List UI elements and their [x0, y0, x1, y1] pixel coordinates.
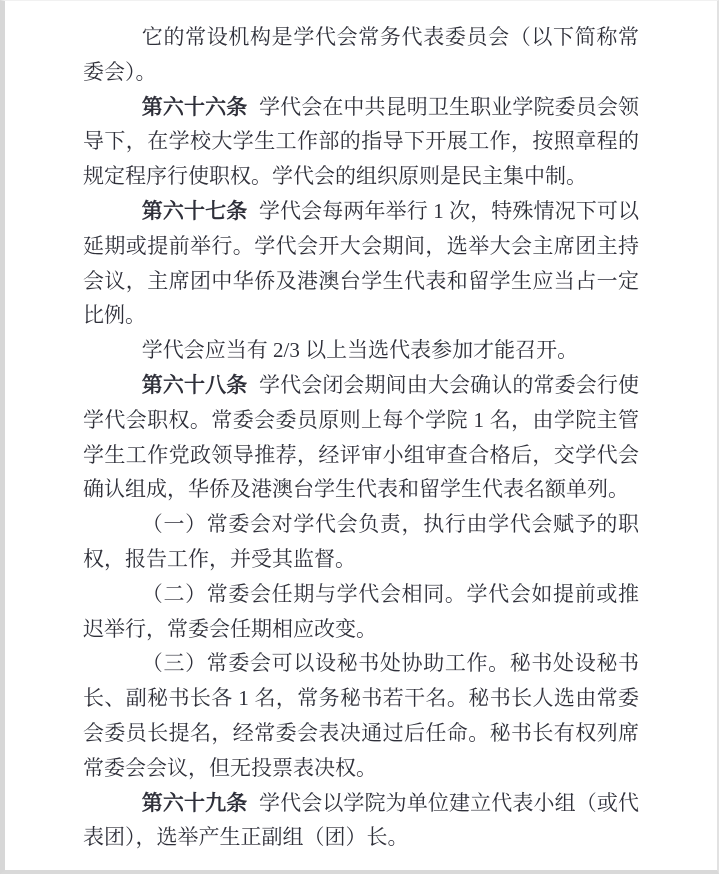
paragraph-text: 学代会每两年举行 1 次，特殊情况下可以延期或提前举行。学代会开大会期间，选举大会主席团主持会议，主席团中华侨及港澳台学生代表和留学生应当占一定比例。: [83, 198, 639, 328]
article-67-label: 第六十七条: [141, 198, 248, 223]
paragraph: [83, 786, 639, 856]
paragraph-text: 学代会应当有 2/3 以上当选代表参加才能召开。: [141, 338, 579, 363]
paragraph-text: 学代会以学院为单位建立代表小组（或代表团），选举产生正副组（团）长。: [83, 790, 640, 850]
article-68-label: 第六十八条: [141, 372, 248, 397]
article-66-label: 第六十六条: [141, 94, 248, 119]
paragraph-text: 学代会在中共昆明卫生职业学院委员会领导下，在学校大学生工作部的指导下开展工作，按照章程的规定程序行使职权。学代会的组织原则是民主集中制。: [83, 94, 640, 189]
paragraph: [83, 507, 639, 577]
paragraph-text: 学代会闭会期间由大会确认的常委会行使学代会职权。常委会委员原则上每个学院 1 名，由学院主管学生工作党政领导推荐，经评审小组审查合格后，交学代会确认组成，华侨及港澳台学生代表和留学生代表名额单列。: [83, 372, 640, 502]
document-body: [83, 20, 639, 855]
paragraph: [83, 577, 639, 647]
paragraph-text: （三）常委会可以设秘书处协助工作。秘书处设秘书长、副秘书长各 1 名，常务秘书若干名。秘书长人选由常委会委员长提名，经常委会表决通过后任命。秘书长有权列席常委会会议，但无投票表决权。: [83, 651, 639, 780]
paragraph: [83, 368, 639, 507]
paragraph-text: （二）常委会任期与学代会相同。学代会如提前或推迟举行，常委会任期相应改变。: [83, 581, 639, 641]
paragraph: [83, 20, 639, 90]
paragraph-text: （一）常委会对学代会负责，执行由学代会赋予的职权，报告工作，并受其监督。: [83, 512, 639, 571]
paragraph-text: 它的常设机构是学代会常务代表委员会（以下简称常委会）。: [83, 25, 639, 84]
article-69-label: 第六十九条: [141, 790, 248, 815]
paragraph: [83, 194, 639, 333]
paragraph: [83, 90, 639, 194]
paragraph: [83, 333, 639, 368]
paragraph: [83, 646, 639, 785]
